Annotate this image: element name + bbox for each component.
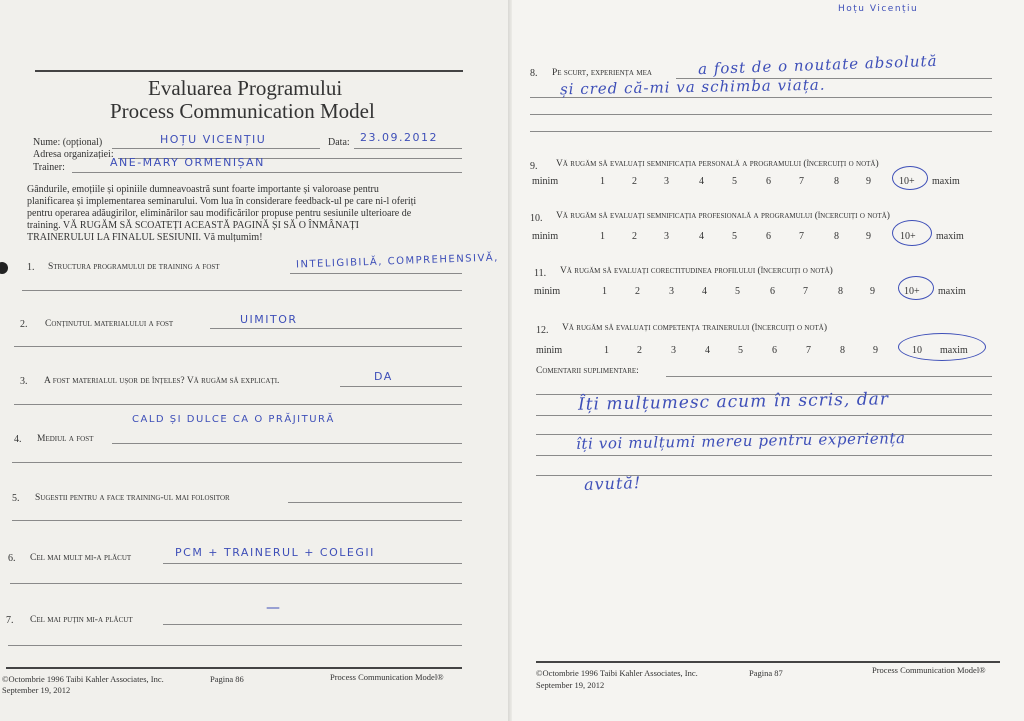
footer-copyright: ©Octombrie 1996 Taibi Kahler Associates, Inc. [536,668,698,678]
scale-number: 6 [766,176,771,187]
answer-line [14,346,462,347]
comments-label: Comentarii suplimentare: [536,366,639,376]
comment-text: avută! [583,473,642,494]
footer-date: September 19, 2012 [2,685,71,695]
answer-line [530,114,992,115]
answer-line [536,415,992,416]
scale-number: 2 [632,176,637,187]
scale-number: 2 [635,286,640,297]
date-line [354,148,462,149]
question-number: 6. [8,553,16,564]
question-number: 7. [6,615,14,626]
scale-max: maxim [932,176,960,187]
question-number: 1. [27,262,35,273]
scale-number: 7 [799,176,804,187]
scale-number: 9 [866,176,871,187]
question-number: 3. [20,376,28,387]
answer-line [340,386,462,387]
answer-text: DA [374,370,393,383]
question-label: Structura programului de training a fost [48,262,220,272]
scale-number: 2 [632,231,637,242]
question-label: Cel mai puțin mi-a plăcut [30,615,133,625]
scale-number: 5 [732,231,737,242]
answer-text: UIMITOR [240,313,298,326]
answer-text: INTELIGIBILĂ, COMPREHENSIVĂ, [295,252,500,271]
selected-circle [892,166,928,190]
footer-page: Pagina 87 [749,668,783,678]
scale-max: maxim [940,345,968,356]
answer-line [530,131,992,132]
intro-line: planificarea și implementarea seminarului. Vom lua în considerare feedback-ul pe care ni-l oferiți [27,196,417,207]
name-label: Nume: (opțional) [33,137,103,148]
scale-number: 6 [772,345,777,356]
selected-circle [898,333,986,361]
rating-label: Vă rugăm să evaluați semnificația profesională a programului (încercuiți o notă) [556,211,890,221]
question-label: Mediul a fost [37,434,94,444]
selected-circle [898,276,934,300]
scale-choice: 10+ [899,176,915,187]
trainer-value: ANE-MARY ORMENIȘAN [110,156,265,169]
scale-number: 5 [738,345,743,356]
scale-number: 4 [702,286,707,297]
scale-choice: 10+ [904,286,920,297]
scale-number: 8 [834,231,839,242]
question-label: A fost materialul ușor de înțeles? Vă rugăm să explicați. [44,376,280,386]
answer-line [290,273,462,274]
form-title: Evaluarea Programului [148,76,343,100]
punch-hole [0,262,8,274]
scale-number: 3 [671,345,676,356]
scale-number: 1 [604,345,609,356]
scale-choice: 10+ [900,231,916,242]
answer-line [288,502,462,503]
scale-number: 7 [806,345,811,356]
question-number: 2. [20,319,28,330]
answer-line [112,443,462,444]
scale-number: 9 [873,345,878,356]
answer-line [10,583,462,584]
scale-number: 3 [669,286,674,297]
comment-text: Îți mulțumesc acum în scris, dar [577,389,890,415]
scale-number: 4 [699,176,704,187]
scale-number: 3 [664,176,669,187]
scale-number: 8 [834,176,839,187]
footer-date: September 19, 2012 [536,680,605,690]
answer-text: a fost de o noutate absolută [697,51,938,79]
footer-copyright: ©Octombrie 1996 Taibi Kahler Associates, Inc. [2,674,164,684]
answer-line [14,404,462,405]
question-number: 4. [14,434,22,445]
trainer-line [72,172,462,173]
form-subtitle: Process Communication Model [110,99,375,123]
question-label: Pe scurt, experiența mea [552,68,652,78]
answer-line [163,563,462,564]
question-number: 12. [536,325,549,336]
scale-number: 9 [866,231,871,242]
scale-number: 9 [870,286,875,297]
scale-number: 6 [766,231,771,242]
top-note: Hoțu Vicențiu [838,4,919,14]
date-value: 23.09.2012 [360,131,438,144]
scale-number: 7 [803,286,808,297]
answer-line [8,645,462,646]
answer-text: — [266,600,282,616]
intro-line: Gândurile, emoțiile și opiniile dumneavoastră sunt foarte importante și valoroase pentru [27,184,379,195]
scale-number: 8 [840,345,845,356]
question-label: Sugestii pentru a face training-ul mai folositor [35,493,230,503]
scale-min: minim [532,231,559,242]
scale-number: 1 [600,231,605,242]
answer-line [12,520,462,521]
intro-line: pentru operarea adăugirilor, eliminărilor sau modificărilor propuse pentru sesiunile ulterioare de [27,208,412,219]
footer-rule [536,661,1000,663]
question-number: 9. [530,161,538,172]
scale-number: 4 [705,345,710,356]
scale-max: maxim [936,231,964,242]
answer-line [666,376,992,377]
scale-number: 8 [838,286,843,297]
answer-line [22,290,462,291]
date-label: Data: [328,137,350,148]
scale-number: 3 [664,231,669,242]
answer-line [12,462,462,463]
org-label: Adresa organizației: [33,149,114,160]
scale-number: 1 [600,176,605,187]
top-rule [35,70,463,72]
answer-text: PCM + TRAINERUL + COLEGII [175,546,375,559]
intro-line: training. VĂ RUGĂM SĂ SCOATEȚI ACEASTĂ PAGINĂ ȘI SĂ O ÎNMÂNAȚI [27,220,359,231]
question-number: 8. [530,68,538,79]
right-page [512,0,1024,721]
intro-line: TRAINERULUI LA FINALUL SESIUNII. Vă mulțumim! [27,232,263,243]
scale-min: minim [536,345,563,356]
rating-label: Vă rugăm să evaluați competența trainerului (încercuiți o notă) [562,323,827,333]
answer-line [163,624,462,625]
scale-min: minim [532,176,559,187]
rating-label: Vă rugăm să evaluați semnificația personală a programului (încercuiți o notă) [556,159,879,169]
answer-text: și cred că-mi va schimba viața. [559,75,826,99]
scale-number: 5 [732,176,737,187]
question-label: Cel mai mult mi-a plăcut [30,553,132,563]
question-number: 11. [534,268,547,279]
answer-text: CALD ȘI DULCE CA O PRĂJITURĂ [132,414,335,425]
trainer-label: Trainer: [33,162,65,173]
scale-number: 1 [602,286,607,297]
footer-page: Pagina 86 [210,674,244,684]
scale-min: minim [534,286,561,297]
scale-choice: 10 [912,345,922,356]
footer-brand: Process Communication Model® [330,672,444,682]
answer-line [210,328,462,329]
name-value: HOȚU VICENȚIU [160,133,267,146]
scale-number: 7 [799,231,804,242]
comment-text: îți voi mulțumi mereu pentru experiența [575,429,906,453]
scale-number: 5 [735,286,740,297]
scale-number: 4 [699,231,704,242]
question-number: 10. [530,213,543,224]
footer-brand: Process Communication Model® [872,665,986,675]
scale-number: 2 [637,345,642,356]
name-line [112,148,320,149]
answer-line [536,455,992,456]
question-number: 5. [12,493,20,504]
question-label: Conținutul materialului a fost [45,319,174,329]
footer-rule [6,667,462,669]
scale-number: 6 [770,286,775,297]
rating-label: Vă rugăm să evaluați corectitudinea profilului (încercuiți o notă) [560,266,833,276]
scale-max: maxim [938,286,966,297]
selected-circle [892,220,932,246]
